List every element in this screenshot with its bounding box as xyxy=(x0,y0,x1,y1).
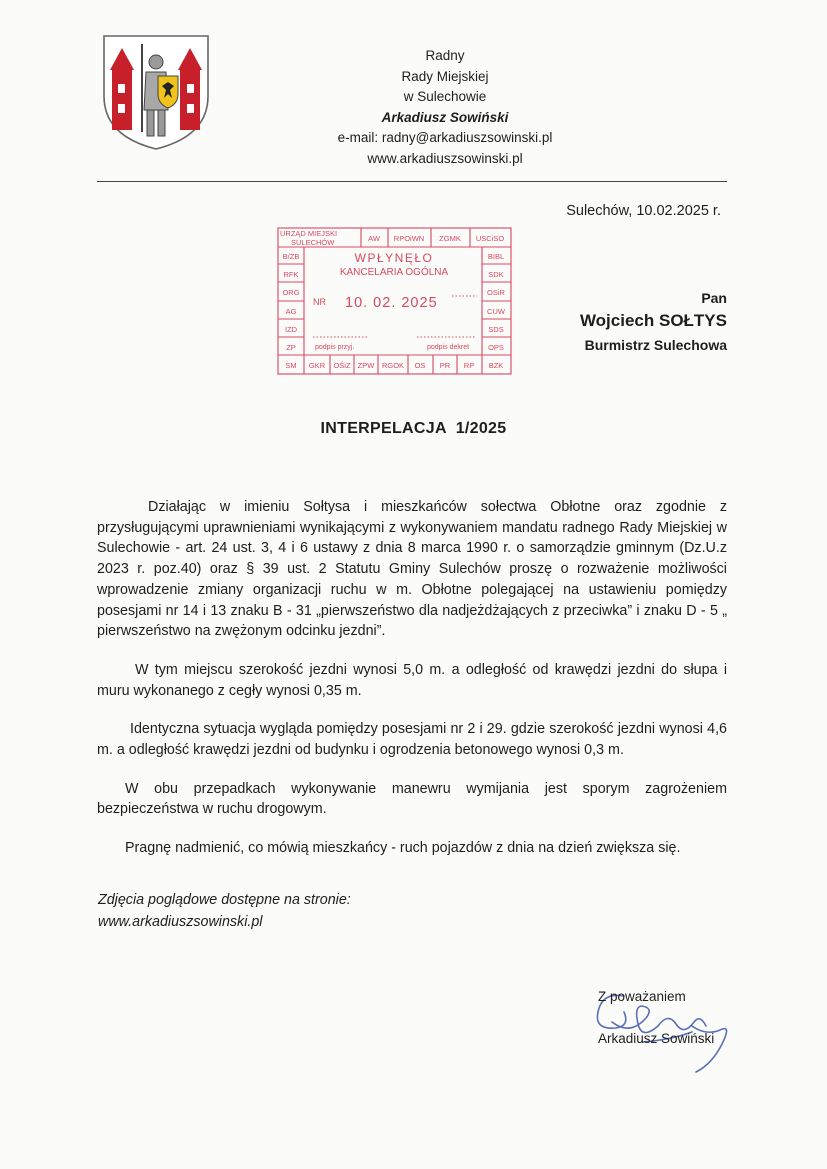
body-paragraph: W obu przepadkach wykonywanie manewru wymijania jest sporym zagrożeniem bezpieczeństwa w ruchu drogowym. xyxy=(97,780,727,818)
closing-greeting: Z poważaniem xyxy=(598,989,686,1004)
body-paragraph: Działając w imieniu Sołtysa i mieszkańców sołectwa Obłotne oraz zgodnie z przysługującymi uprawnieniami wynikającymi z wykonywaniem mandatu radnego Rady Miejskiej w Sulechowie - art. 24 ust. 3, 4 i 6 ustawy z dnia 8 marca 1990 r. o samorządzie gminnym (Dz.U.z 2023 r. poz.40) oraz § 39 ust. 2 Statutu Gminy Sulechów proszę o rozważenie możliwości wprowadzenie zmiany organizacji ruchu w m. Obłotne polegającej na ustawieniu pomiędzy posesjami nr 14 i 13 znaku B - 31 „pierwszeństwo dla nadjeżdżających z przeciwka” i znaku D - 5 „ pierwszeństwo na zwężonym odcinku jezdni”. xyxy=(97,499,727,640)
stamp-code-cuw: CUW xyxy=(487,307,505,316)
body-paragraph: Identyczna sytuacja wygląda pomiędzy posesjami nr 2 i 29. gdzie szerokość jezdni wynosi 4,6 m. a odległość krawędzi jezdni od budynku i ogrodzenia betonowego wynosi 0,3 m. xyxy=(97,721,727,759)
letterhead xyxy=(300,46,590,169)
stamp-code-gkr: GKR xyxy=(308,361,326,370)
stamp-received: WPŁYNĘŁO xyxy=(354,251,434,265)
stamp-code-bzb: B/ZB xyxy=(282,252,300,261)
document-title: INTERPELACJA 1/2025 xyxy=(320,420,507,437)
stamp-office: URZĄD MIEJSKI xyxy=(280,229,338,238)
letterhead-town: w Sulechowie xyxy=(403,89,487,104)
stamp-code-os: OS xyxy=(414,361,426,370)
stamp-sign-decree: podpis dekret xyxy=(427,344,470,351)
stamp-code-ag: AG xyxy=(285,307,297,316)
recipient-name: Wojciech SOŁTYS xyxy=(579,311,727,330)
stamp-code-bibl: BIBL xyxy=(487,252,505,261)
stamp-code-rp: RP xyxy=(463,361,475,370)
stamp-code-rgok: RGOK xyxy=(381,361,405,370)
photo-note-text: Zdjęcia poglądowe dostępne na stronie: xyxy=(98,892,351,908)
stamp-code-sds: SDS xyxy=(488,325,504,334)
stamp-date: 10. 02. 2025 xyxy=(345,295,438,311)
stamp-code-sm: SM xyxy=(285,361,297,370)
closing-author: Arkadiusz Sowiński xyxy=(598,1031,715,1046)
incoming-mail-stamp xyxy=(277,227,512,375)
stamp-sign-receiver: podpis przyj. xyxy=(315,344,355,351)
stamp-code-ops: OPS xyxy=(488,343,504,352)
stamp-code-zpw: ZPW xyxy=(357,361,375,370)
letterhead-website: www.arkadiuszsowinski.pl xyxy=(367,150,523,166)
closing-block xyxy=(598,987,714,1049)
recipient-block xyxy=(580,288,727,356)
stamp-code-zp: ZP xyxy=(286,343,296,352)
stamp-code-org: ORG xyxy=(282,288,300,297)
header-divider xyxy=(97,181,727,182)
letterhead-position: Radny xyxy=(425,48,465,63)
stamp-code-aw: AW xyxy=(368,234,380,243)
letter-body xyxy=(97,497,727,877)
letterhead-email: e-mail: radny@arkadiuszsowinski.pl xyxy=(337,130,553,145)
stamp-code-sdk: SDK xyxy=(488,270,504,279)
body-paragraph: Pragnę nadmienić, co mówią mieszkańcy - ruch pojazdów z dnia na dzień zwiększa się. xyxy=(125,840,681,857)
recipient-title: Burmistrz Sulechowa xyxy=(584,337,727,353)
stamp-code-osir: OSiR xyxy=(487,288,505,297)
letterhead-council: Rady Miejskiej xyxy=(401,68,489,84)
stamp-code-osiz: OŚiZ xyxy=(333,361,351,370)
stamp-code-uscisio: USCiSO xyxy=(475,234,505,243)
letterhead-name: Arkadiusz Sowiński xyxy=(381,109,509,125)
stamp-chancellery: KANCELARIA OGÓLNA xyxy=(339,267,449,278)
stamp-code-rpoiwn: RPOiWN xyxy=(393,234,425,243)
coat-of-arms-icon xyxy=(100,32,212,152)
stamp-code-pr: PR xyxy=(439,361,451,370)
stamp-code-izd: IZD xyxy=(284,325,298,334)
body-paragraph: W tym miejscu szerokość jezdni wynosi 5,0 m. a odległość od krawędzi jezdni do słupa i muru wykonanego z cegły wynosi 0,35 m. xyxy=(97,661,727,699)
stamp-code-bzk: BZK xyxy=(488,361,504,370)
photo-note-link: www.arkadiuszsowinski.pl xyxy=(98,914,263,930)
stamp-code-rfk: RFK xyxy=(283,270,299,279)
recipient-salutation: Pan xyxy=(701,290,727,306)
stamp-town: SULECHÓW xyxy=(291,238,335,247)
letter-date: Sulechów, 10.02.2025 r. xyxy=(566,203,721,219)
stamp-code-zgmk: ZGMK xyxy=(439,234,461,243)
stamp-nr-label: NR xyxy=(313,297,326,307)
photo-note xyxy=(98,889,351,933)
